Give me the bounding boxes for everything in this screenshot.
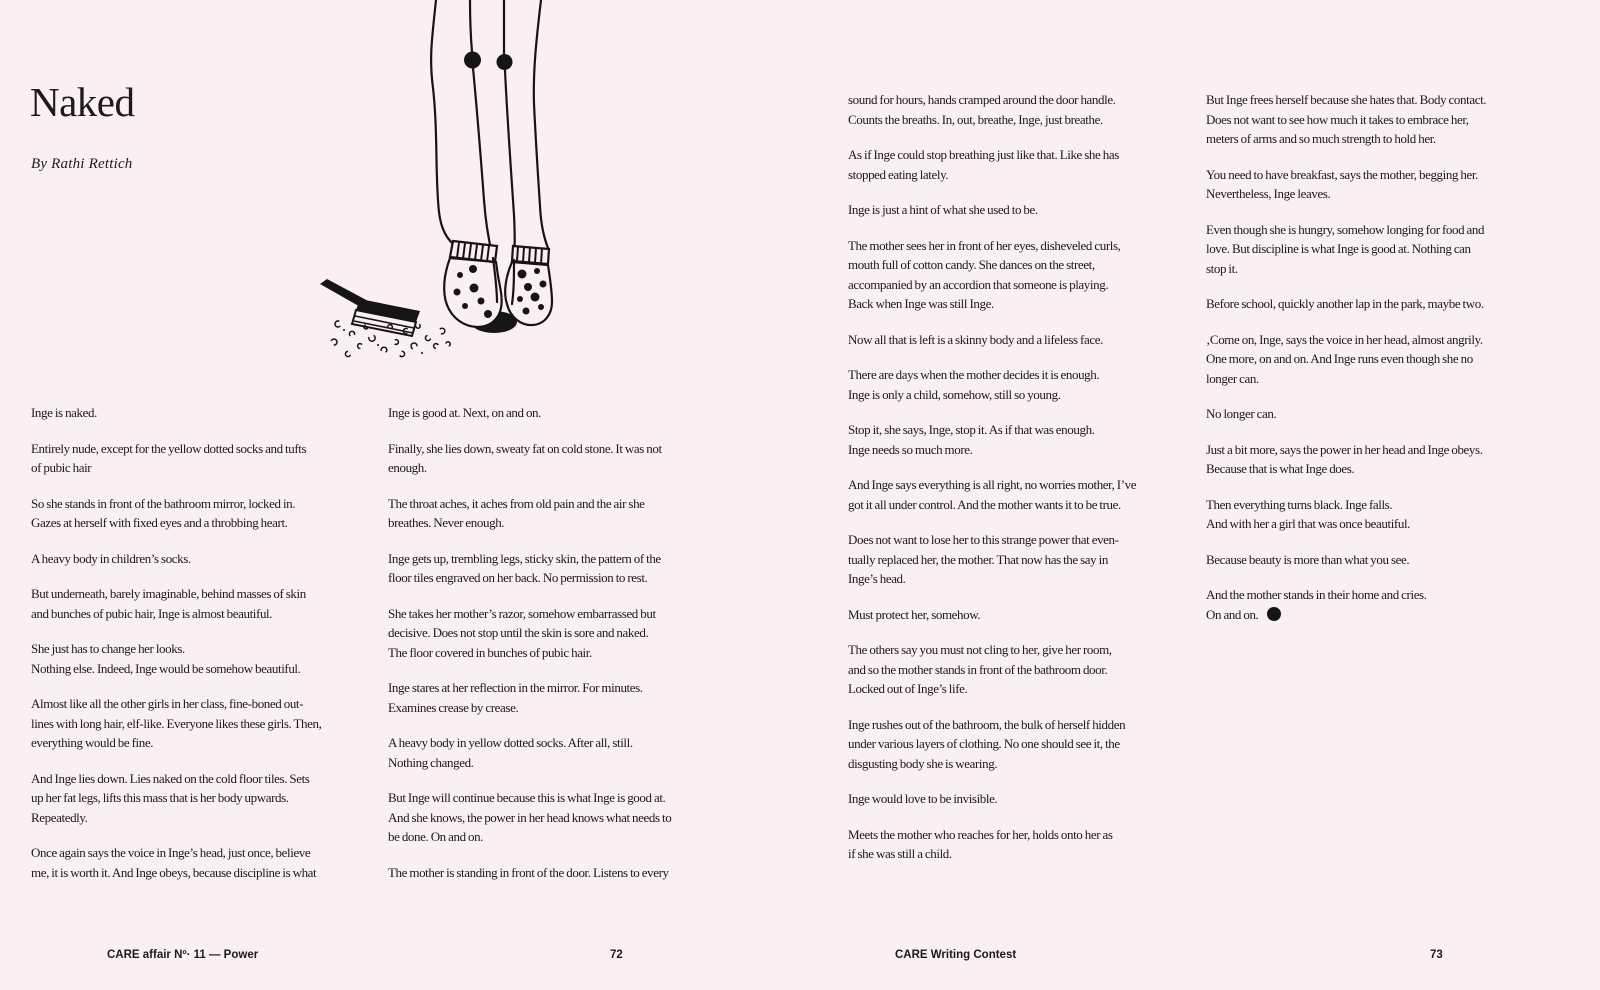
paragraph [31, 769, 363, 828]
text-line: if she was still a child. [848, 846, 952, 861]
paragraph [1206, 294, 1538, 314]
text-line: tually replaced her, the mother. That now has the say in [848, 551, 1108, 567]
text-line: disgusting body she is wearing. [848, 755, 998, 771]
text-line: longer can. [1206, 370, 1259, 386]
text-line: Must protect her, somehow. [848, 606, 981, 622]
text-line: and so the mother stands in front of the bathroom door. [848, 661, 1108, 677]
text-line: enough. [388, 460, 427, 475]
text-line: She just has to change her looks. [31, 641, 185, 656]
paragraph [1206, 220, 1538, 279]
text-line: up her fat legs, lifts this mass that is her body upwards. [31, 790, 289, 805]
paragraph [388, 863, 720, 883]
text-line: And Inge says everything is all right, no worries mother, I’ve [848, 477, 1137, 492]
paragraph [848, 90, 1180, 129]
text-line: Inge is good at. Next, on and on. [388, 405, 541, 420]
text-line: And with her a girl that was once beautiful. [1206, 516, 1411, 531]
text-line: No longer can. [1206, 406, 1277, 421]
paragraph [848, 420, 1180, 459]
text-line: stopped eating lately. [848, 166, 949, 182]
paragraph [848, 640, 1180, 699]
byline: By Rathi Rettich [31, 156, 133, 172]
text-line: Before school, quickly another lap in the park, maybe two. [1206, 296, 1484, 311]
text-line: Almost like all the other girls in her class, fine-boned out- [31, 696, 304, 711]
text-line: Counts the breaths. In, out, breathe, Inge, just breathe. [848, 111, 1103, 127]
text-line: Inge is naked. [31, 405, 97, 420]
paragraph [31, 549, 363, 569]
footer-issue-label: CARE affair Nº· 11 — Power [107, 949, 259, 961]
text-line: Finally, she lies down, sweaty fat on cold stone. It was not [388, 440, 662, 456]
text-line: Inge is just a hint of what she used to be. [848, 202, 1038, 217]
text-line: Entirely nude, except for the yellow dotted socks and tufts [31, 440, 307, 456]
text-line: As if Inge could stop breathing just like that. Like she has [848, 147, 1119, 162]
paragraph [848, 789, 1180, 809]
text-line: Nothing else. Indeed, Inge would be somehow beautiful. [31, 660, 301, 676]
paragraph [848, 475, 1180, 514]
text-line: stop it. [1206, 260, 1238, 276]
paragraph [31, 494, 363, 533]
page-number-right: 73 [1430, 949, 1443, 961]
paragraph [848, 236, 1180, 314]
text-line: So she stands in front of the bathroom mirror, locked in. [31, 495, 296, 511]
text-line: The throat aches, it aches from old pain and the air she [388, 495, 645, 511]
text-line: Inge is only a child, somehow, still so young. [848, 386, 1061, 402]
text-column-1 [31, 403, 363, 898]
text-line: got it all under control. And the mother wants it to be true. [848, 496, 1121, 512]
legs-socks-razor-illustration [300, 0, 580, 360]
page-title: Naked [30, 79, 135, 125]
text-line: Stop it, she says, Inge, stop it. As if that was enough. [848, 422, 1095, 437]
legs-lines [431, 0, 548, 260]
text-line: Gazes at herself with fixed eyes and a throbbing heart. [31, 515, 288, 530]
paragraph [31, 439, 363, 478]
paragraph [31, 694, 363, 753]
text-line: everything would be fine. [31, 735, 154, 750]
text-line: And she knows, the power in her head knows what needs to [388, 809, 672, 825]
paragraph [31, 584, 363, 623]
text-line: But Inge frees herself because she hates that. Body contact. [1206, 92, 1487, 107]
paragraph [388, 549, 720, 588]
text-line: under various layers of clothing. No one should see it, the [848, 736, 1120, 751]
text-line: decisive. Does not stop until the skin is sore and naked. [388, 625, 649, 640]
paragraph [31, 843, 363, 882]
text-line: ‚Come on, Inge, says the voice in her head, almost angrily. [1206, 331, 1483, 347]
text-line: The mother is standing in front of the door. Listens to every [388, 864, 669, 880]
text-line: She takes her mother’s razor, somehow embarrassed but [388, 605, 656, 621]
text-line: And the mother stands in their home and cries. [1206, 587, 1427, 602]
text-line: There are days when the mother decides it is enough. [848, 367, 1100, 382]
paragraph [848, 330, 1180, 350]
text-line: Does not want to lose her to this strange power that even- [848, 532, 1119, 547]
text-column-2 [388, 403, 720, 898]
text-line: But underneath, barely imaginable, behind masses of skin [31, 586, 306, 601]
knee-dots [464, 52, 513, 71]
text-line: lines with long hair, elf-like. Everyone likes these girls. Then, [31, 715, 322, 731]
text-line: Even though she is hungry, somehow longing for food and [1206, 221, 1485, 237]
text-line: Meets the mother who reaches for her, holds onto her as [848, 826, 1113, 842]
text-line: meters of arms and so much strength to hold her. [1206, 131, 1436, 146]
text-line: Repeatedly. [31, 809, 88, 825]
paragraph [1206, 550, 1538, 570]
text-line: Nevertheless, Inge leaves. [1206, 186, 1331, 201]
text-line: One more, on and on. And Inge runs even though she no [1206, 351, 1473, 366]
text-line: Back when Inge was still Inge. [848, 296, 994, 311]
footer-section-label: CARE Writing Contest [895, 949, 1017, 961]
text-line: You need to have breakfast, says the mother, begging her. [1206, 166, 1478, 182]
paragraph [1206, 440, 1538, 479]
razor-icon [320, 279, 420, 336]
text-line: of pubic hair [31, 460, 92, 475]
text-line: A heavy body in children’s socks. [31, 550, 191, 566]
page-number-left: 72 [610, 949, 623, 961]
paragraph [388, 494, 720, 533]
text-line: A heavy body in yellow dotted socks. After all, still. [388, 735, 633, 750]
text-line: Inge’s head. [848, 571, 906, 586]
text-line: Inge stares at her reflection in the mirror. For minutes. [388, 680, 643, 695]
paragraph [848, 145, 1180, 184]
text-line: Examines crease by crease. [388, 699, 519, 715]
text-line: mouth full of cotton candy. She dances on the street, [848, 257, 1095, 272]
text-line: me, it is worth it. And Inge obeys, because discipline is what [31, 864, 317, 880]
text-line: and bunches of pubic hair, Inge is almost beautiful. [31, 605, 273, 621]
right-sock [505, 246, 552, 325]
paragraph [1206, 90, 1538, 149]
text-column-3 [848, 90, 1180, 880]
paragraph [848, 605, 1180, 625]
text-line: Inge gets up, trembling legs, sticky skin, the pattern of the [388, 550, 661, 566]
text-line: Locked out of Inge’s life. [848, 681, 968, 696]
paragraph [848, 365, 1180, 404]
paragraph [388, 439, 720, 478]
paragraph [1206, 404, 1538, 424]
paragraph [1206, 495, 1538, 534]
paragraph [388, 678, 720, 717]
paragraph [31, 639, 363, 678]
paragraph [848, 530, 1180, 589]
text-line: Nothing changed. [388, 754, 474, 770]
text-line: Just a bit more, says the power in her head and Inge obeys. [1206, 441, 1483, 457]
text-line: The others say you must not cling to her, give her room, [848, 642, 1112, 657]
paragraph [1206, 330, 1538, 389]
paragraph [848, 715, 1180, 774]
paragraph [388, 788, 720, 847]
text-line: Now all that is left is a skinny body and a lifeless face. [848, 331, 1103, 347]
paragraph [848, 200, 1180, 220]
paragraph [388, 403, 720, 423]
text-line: And Inge lies down. Lies naked on the cold floor tiles. Sets [31, 770, 310, 786]
text-line: Once again says the voice in Inge’s head, just once, believe [31, 845, 311, 860]
paragraph [1206, 585, 1538, 624]
story-end-dot [1267, 607, 1281, 621]
text-line: Inge would love to be invisible. [848, 791, 998, 806]
text-column-4 [1206, 90, 1538, 640]
text-line: Because beauty is more than what you see. [1206, 551, 1410, 567]
text-line: The floor covered in bunches of pubic hair. [388, 644, 592, 660]
text-line: sound for hours, hands cramped around the door handle. [848, 92, 1116, 107]
text-line: love. But discipline is what Inge is good at. Nothing can [1206, 241, 1471, 256]
text-line: breathes. Never enough. [388, 515, 505, 530]
text-line: floor tiles engraved on her back. No permission to rest. [388, 570, 648, 585]
paragraph [388, 733, 720, 772]
text-line: Does not want to see how much it takes to embrace her, [1206, 111, 1469, 127]
text-line: Because that is what Inge does. [1206, 461, 1355, 476]
paragraph [388, 604, 720, 663]
text-line: Then everything turns black. Inge falls. [1206, 496, 1393, 512]
paragraph [848, 825, 1180, 864]
paragraph [31, 403, 363, 423]
paragraph [1206, 165, 1538, 204]
text-line: On and on. [1206, 605, 1538, 625]
text-line: The mother sees her in front of her eyes, disheveled curls, [848, 237, 1121, 253]
text-line: accompanied by an accordion that someone is playing. [848, 276, 1109, 292]
text-line: But Inge will continue because this is what Inge is good at. [388, 790, 666, 805]
text-line: Inge needs so much more. [848, 441, 973, 457]
left-sock [444, 241, 501, 327]
text-line: be done. On and on. [388, 829, 484, 844]
text-line: Inge rushes out of the bathroom, the bulk of herself hidden [848, 716, 1126, 732]
